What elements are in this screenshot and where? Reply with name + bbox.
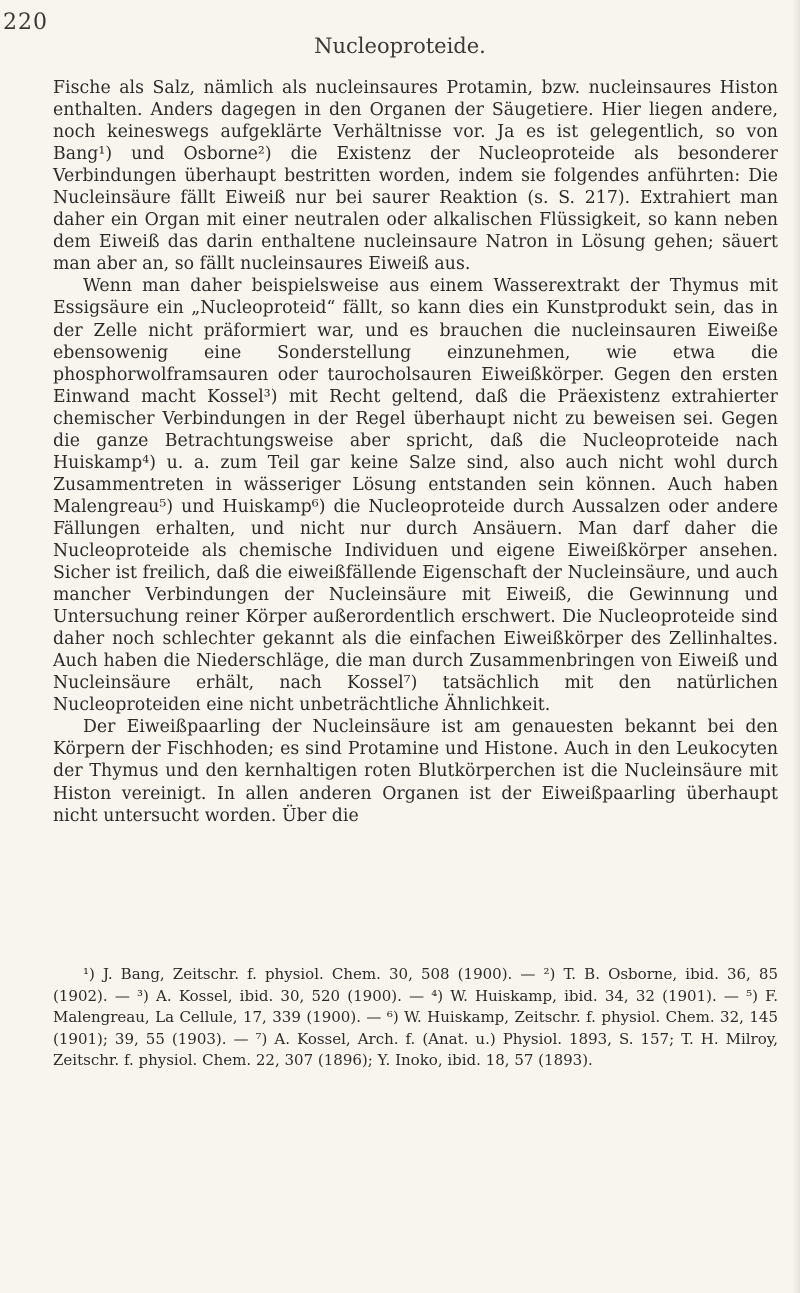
running-head: Nucleoproteide. [314, 34, 486, 58]
paragraph-3: Der Eiweißpaarling der Nucleinsäure ist am genauesten bekannt bei den Körpern der Fischhoden; es sind Protamine und Histone. Auch in den Leukocyten der Thymus und den kernhaltigen roten Blutkörperchen ist die Nucleinsäure mit Histon vereinigt. In allen anderen Organen ist der Eiweißpaarling überhaupt nicht untersucht worden. Über die [53, 717, 778, 826]
page-edge-shadow [792, 0, 800, 1293]
body-text [53, 77, 778, 827]
footnotes [53, 964, 778, 1072]
paragraph-2: Wenn man daher beispielsweise aus einem Wasserextrakt der Thymus mit Essigsäure ein „Nucleoproteid“ fällt, so kann dies ein Kunstprodukt sein, das in der Zelle nicht präformiert war, und es brauchen die nucleinsauren Eiweiße ebensowenig eine Sonderstellung einzunehmen, wie etwa die phosphorwolframsauren oder taurocholsauren Eiweißkörper. Gegen den ersten Einwand macht Kossel³) mit Recht geltend, daß die Präexistenz extrahierter chemischer Verbindungen in der Regel überhaupt nicht zu beweisen sei. Gegen die ganze Betrachtungsweise aber spricht, daß die Nucleoproteide nach Huiskamp⁴) u. a. zum Teil gar keine Salze sind, also auch nicht wohl durch Zusammentreten in wässeriger Lösung entstanden sein können. Auch haben Malengreau⁵) und Huiskamp⁶) die Nucleoproteide durch Aussalzen oder andere Fällungen erhalten, und nicht nur durch Ansäuern. Man darf daher die Nucleoproteide als chemische Individuen und eigene Eiweißkörper ansehen. Sicher ist freilich, daß die eiweißfällende Eigenschaft der Nucleinsäure, und auch mancher Verbindungen der Nucleinsäure mit Eiweiß, die Gewinnung und Untersuchung reiner Körper außerordentlich erschwert. Die Nucleoproteide sind daher noch schlechter gekannt als die einfachen Eiweißkörper des Zellinhaltes. Auch haben die Niederschläge, die man durch Zusammenbringen von Eiweiß und Nucleinsäure erhält, nach Kossel⁷) tatsächlich mit den natürlichen Nucleoproteiden eine nicht unbeträchtliche Ähnlichkeit. [53, 276, 778, 716]
page-number: 220 [3, 10, 48, 35]
footnote-text: ¹) J. Bang, Zeitschr. f. physiol. Chem. 30, 508 (1900). — ²) T. B. Osborne, ibid. 36, 85 (1902). — ³) A. Kossel, ibid. 30, 520 (1900). — ⁴) W. Huiskamp, ibid. 34, 32 (1901). — ⁵) F. Malengreau, La Cellule, 17, 339 (1900). — ⁶) W. Huiskamp, Zeitschr. f. physiol. Chem. 32, 145 (1901); 39, 55 (1903). — ⁷) A. Kossel, Arch. f. (Anat. u.) Physiol. 1893, S. 157; T. H. Milroy, Zeitschr. f. physiol. Chem. 22, 307 (1896); Y. Inoko, ibid. 18, 57 (1893). [53, 965, 778, 1069]
paragraph-1: Fische als Salz, nämlich als nucleinsaures Protamin, bzw. nucleinsaures Histon enthalten. Anders dagegen in den Organen der Säugetiere. Hier liegen andere, noch keineswegs aufgeklärte Verhältnisse vor. Ja es ist gelegentlich, so von Bang¹) und Osborne²) die Existenz der Nucleoproteide als besonderer Verbindungen überhaupt bestritten worden, indem sie folgendes anführten: Die Nucleinsäure fällt Eiweiß nur bei saurer Reaktion (s. S. 217). Extrahiert man daher ein Organ mit einer neutralen oder alkalischen Flüssigkeit, so kann neben dem Eiweiß das darin enthaltene nucleinsaure Natron in Lösung gehen; säuert man aber an, so fällt nucleinsaures Eiweiß aus. [53, 78, 778, 275]
